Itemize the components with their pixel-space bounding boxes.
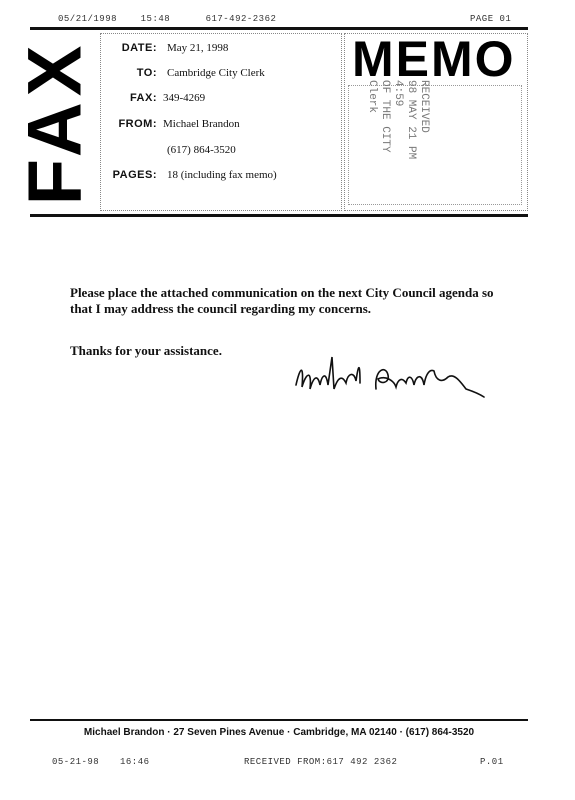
stamp-line-office: OF THE CITY — [379, 80, 391, 153]
message-paragraph: Please place the attached communication on the next City Council agenda so that I may address the council regarding my concerns. — [70, 285, 494, 316]
date-value: May 21, 1998 — [167, 42, 229, 54]
cover-info-box — [100, 33, 342, 211]
stamp-line-date: 98 MAY 21 PM 4:59 — [392, 80, 417, 160]
to-value: Cambridge City Clerk — [167, 67, 265, 79]
pages-value: 18 (including fax memo) — [167, 169, 277, 181]
footer-rule — [30, 719, 528, 721]
from-phone: (617) 864-3520 — [167, 144, 236, 156]
thanks-line: Thanks for your assistance. — [70, 343, 222, 358]
signature-last-name — [376, 370, 484, 397]
from-value: Michael Brandon — [163, 118, 240, 130]
signature-first-name — [296, 357, 360, 389]
handwritten-signature — [290, 345, 490, 405]
from-label: FROM: — [118, 118, 157, 130]
trailer-received: RECEIVED FROM:617 492 2362 — [244, 757, 398, 767]
fax-header-line — [58, 14, 276, 24]
pages-label: PAGES: — [112, 169, 157, 181]
fax-value: 349-4269 — [163, 92, 206, 104]
fax-word: FAX — [12, 39, 98, 205]
trailer-time: 16:46 — [120, 757, 150, 767]
stamp-line-received: RECEIVED — [418, 80, 430, 133]
fax-header-phone: 617-492-2362 — [205, 14, 277, 24]
fax-label: FAX: — [129, 92, 157, 104]
footer-address: Michael Brandon · 27 Seven Pines Avenue · Cambridge, MA 02140 · (617) 864-3520 — [83, 727, 475, 738]
date-label: DATE: — [121, 42, 157, 54]
stamp-line-clerk: Clerk — [366, 80, 378, 114]
fax-header-time: 15:48 — [140, 14, 171, 24]
header-bottom-rule — [30, 214, 528, 217]
trailer-date: 05-21-98 — [52, 757, 100, 767]
to-label: TO: — [136, 67, 157, 79]
fax-vertical-title — [10, 39, 100, 205]
trailer-page: P.01 — [480, 757, 504, 767]
memo-title: MEMO — [352, 31, 516, 87]
fax-header-page: PAGE 01 — [470, 14, 512, 24]
received-stamp — [365, 80, 430, 190]
fax-header-date: 05/21/1998 — [58, 14, 118, 24]
